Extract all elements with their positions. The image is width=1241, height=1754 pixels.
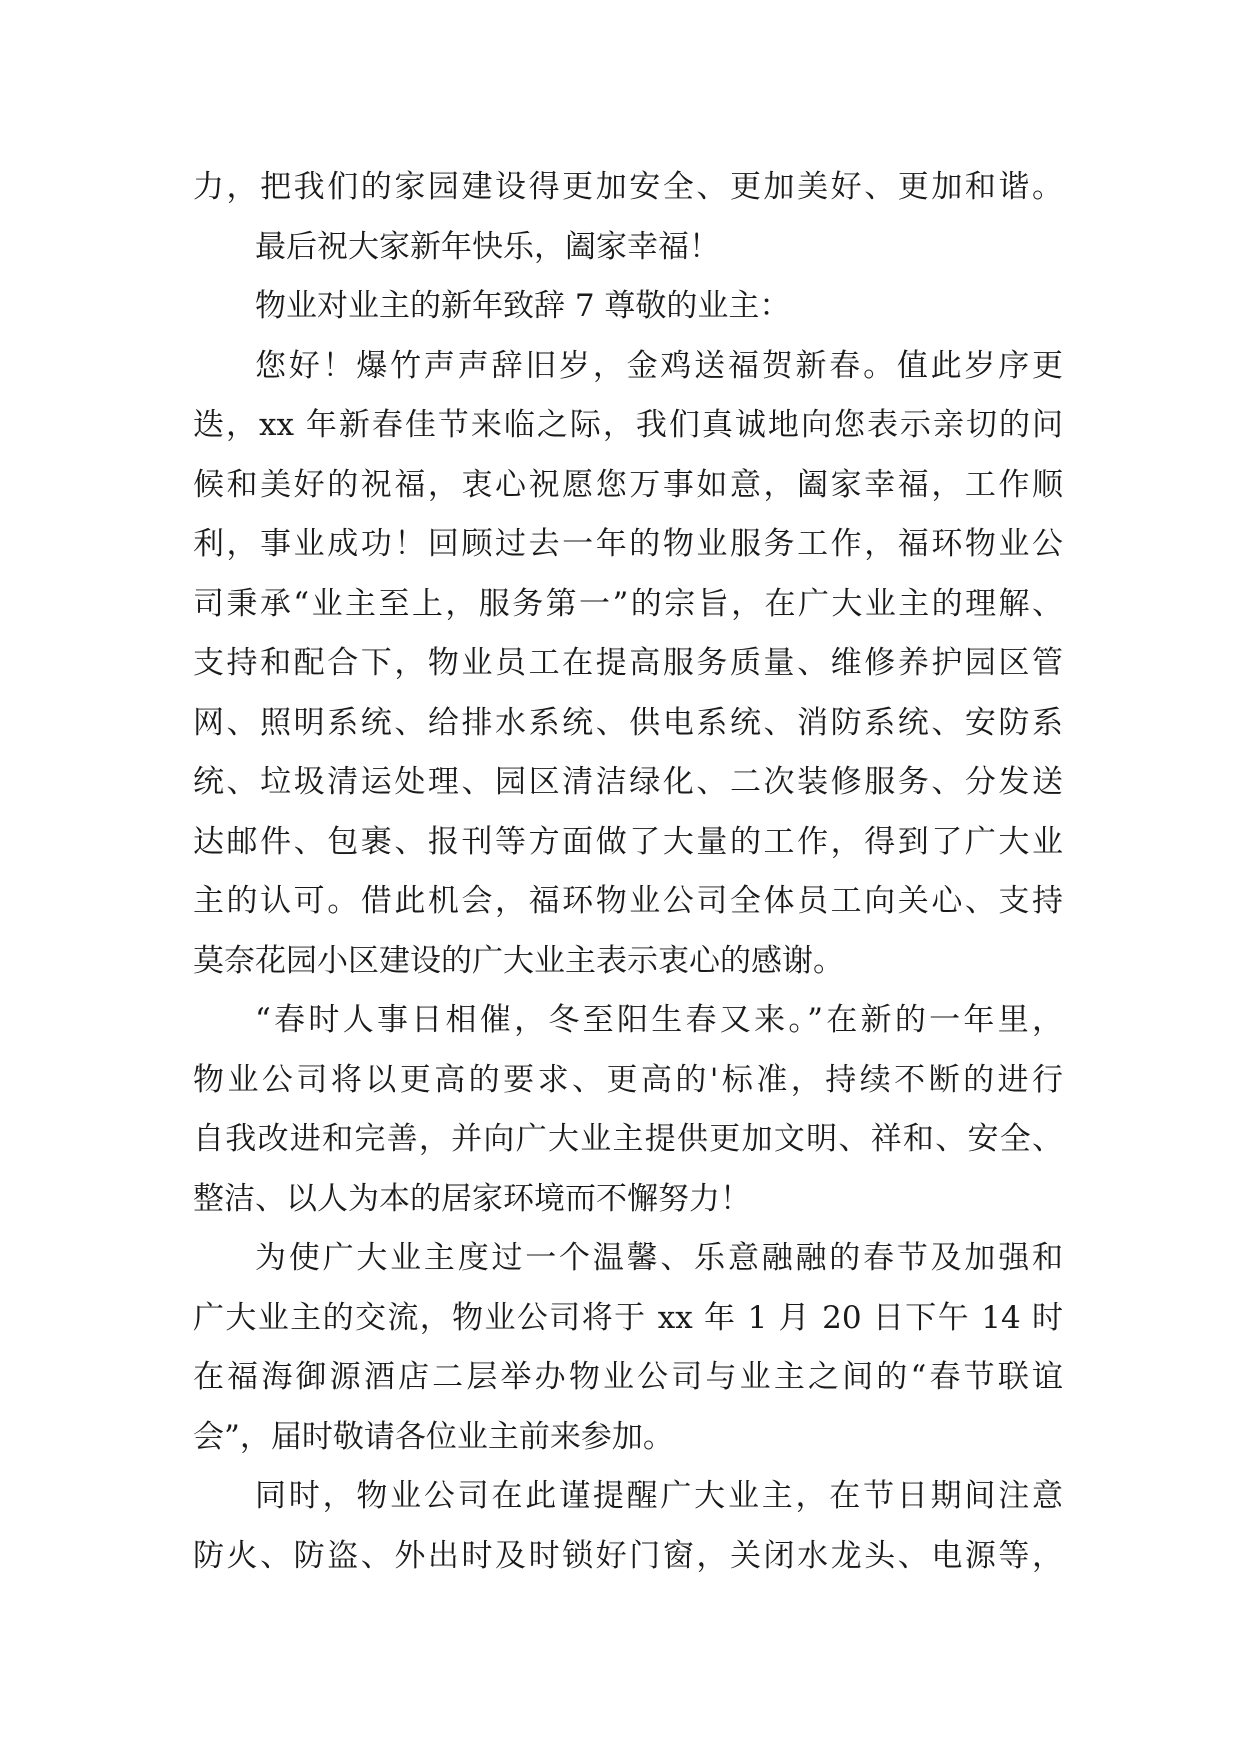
text-line: 物业公司将以更高的要求、更高的'标准，持续不断的进行 bbox=[193, 1061, 1063, 1098]
text-line: 司秉承“业主至上，服务第一”的宗旨，在广大业主的理解、 bbox=[193, 585, 1063, 622]
text-line: 防火、防盗、外出时及时锁好门窗，关闭水龙头、电源等， bbox=[193, 1537, 1063, 1574]
text-line: 整洁、以人为本的居家环境而不懈努力！ bbox=[193, 1180, 751, 1217]
text-line: 达邮件、包裹、报刊等方面做了大量的工作，得到了广大业 bbox=[193, 823, 1063, 860]
text-line: 莫奈花园小区建设的广大业主表示衷心的感谢。 bbox=[193, 942, 844, 979]
text-line: 支持和配合下，物业员工在提高服务质量、维修养护园区管 bbox=[193, 645, 1063, 681]
text-line: 您好！爆竹声声辞旧岁，金鸡送福贺新春。值此岁序更 bbox=[255, 347, 1063, 384]
text-line: 迭，xx 年新春佳节来临之际，我们真诚地向您表示亲切的问 bbox=[193, 407, 1063, 443]
text-line: “春时人事日相催，冬至阳生春又来。”在新的一年里， bbox=[255, 1002, 1063, 1038]
text-line: 会”，届时敬请各位业主前来参加。 bbox=[193, 1418, 674, 1455]
text-line: 统、垃圾清运处理、园区清洁绿化、二次装修服务、分发送 bbox=[193, 764, 1063, 800]
text-line: 为使广大业主度过一个温馨、乐意融融的春节及加强和 bbox=[255, 1240, 1063, 1276]
text-line: 最后祝大家新年快乐，阖家幸福！ bbox=[255, 228, 720, 265]
document-body bbox=[193, 158, 1063, 1586]
text-line: 同时，物业公司在此谨提醒广大业主，在节日期间注意 bbox=[255, 1478, 1063, 1514]
text-line: 广大业主的交流，物业公司将于 xx 年 1 月 20 日下午 14 时 bbox=[193, 1299, 1063, 1336]
text-line: 主的认可。借此机会，福环物业公司全体员工向关心、支持 bbox=[193, 883, 1063, 919]
text-line: 自我改进和完善，并向广大业主提供更加文明、祥和、安全、 bbox=[193, 1121, 1063, 1157]
text-line: 力，把我们的家园建设得更加安全、更加美好、更加和谐。 bbox=[193, 169, 1063, 205]
text-line: 利，事业成功！回顾过去一年的物业服务工作，福环物业公 bbox=[193, 526, 1063, 562]
text-line: 物业对业主的新年致辞 7 尊敬的业主： bbox=[255, 288, 791, 324]
text-line: 网、照明系统、给排水系统、供电系统、消防系统、安防系 bbox=[193, 704, 1063, 741]
text-line: 在福海御源酒店二层举办物业公司与业主之间的“春节联谊 bbox=[193, 1359, 1063, 1395]
text-line: 候和美好的祝福，衷心祝愿您万事如意，阖家幸福，工作顺 bbox=[193, 466, 1063, 503]
